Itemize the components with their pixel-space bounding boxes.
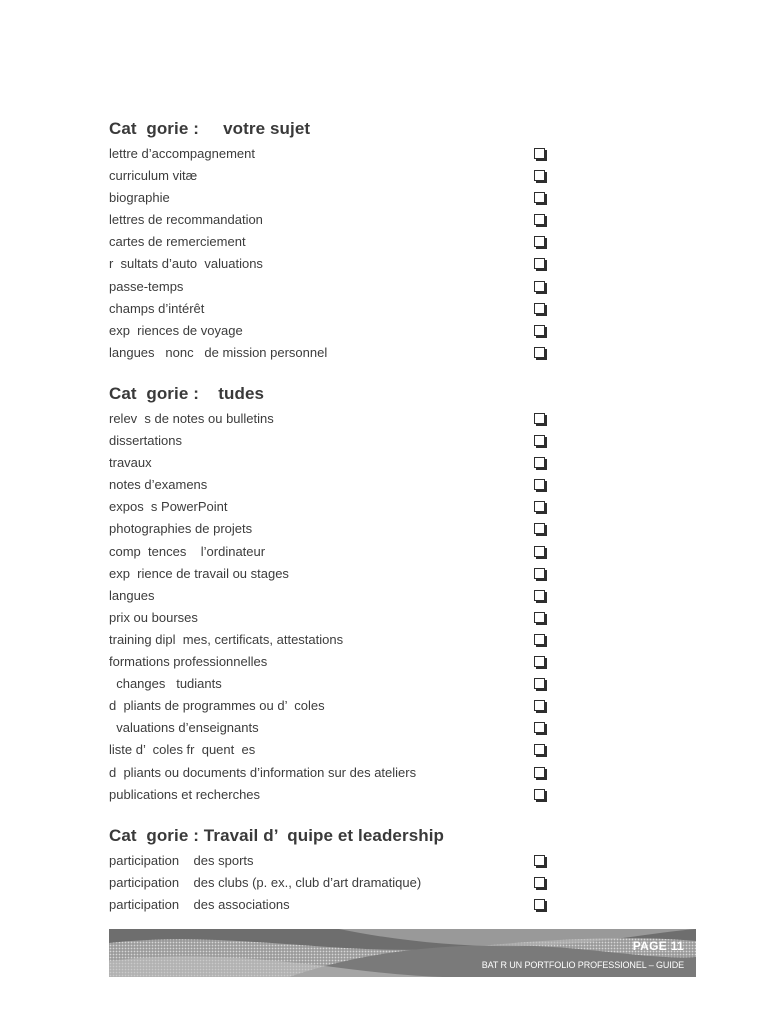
checklist-item (109, 231, 549, 253)
checkbox[interactable] (534, 281, 545, 292)
checkbox[interactable] (534, 413, 545, 424)
checklist-item-label: exp rience de travail ou stages (109, 565, 289, 581)
checklist-item-label: comp tences l’ordinateur (109, 543, 266, 559)
checklist-item-label: participation des associations (109, 897, 290, 913)
checklist-section (109, 822, 549, 916)
checklist-item-label: prix ou bourses (109, 609, 198, 625)
checklist-item-label: r sultats d’auto valuations (109, 256, 263, 272)
checklist-item (109, 651, 549, 673)
checklist-item (109, 894, 549, 916)
footer-title: BAT R UN PORTFOLIO PROFESSIONEL – GUIDE (481, 960, 684, 970)
checkbox[interactable] (534, 722, 545, 733)
checklist-item-label: expos s PowerPoint (109, 499, 228, 515)
checkbox[interactable] (534, 634, 545, 645)
checklist-item (109, 209, 549, 231)
section-title: Cat gorie : tudes (109, 384, 265, 403)
checklist-item (109, 165, 549, 187)
checklist-item-label: champs d’intérêt (109, 300, 205, 316)
checklist-item-label: valuations d’enseignants (109, 720, 259, 736)
checklist-item-label: liste d’ coles fr quent es (109, 742, 256, 758)
checkbox[interactable] (534, 258, 545, 269)
checklist-section (109, 380, 549, 806)
checklist-item (109, 430, 549, 452)
checkbox[interactable] (534, 700, 545, 711)
checkbox[interactable] (534, 656, 545, 667)
checklist-item-label: formations professionnelles (109, 654, 268, 670)
checkbox[interactable] (534, 325, 545, 336)
checkbox[interactable] (534, 347, 545, 358)
checklist-item (109, 739, 549, 761)
checklist-item-label: travaux (109, 455, 152, 471)
section-title: Cat gorie : votre sujet (109, 119, 311, 138)
checkbox[interactable] (534, 523, 545, 534)
checklist-item-label: langues (109, 587, 155, 603)
checkbox[interactable] (534, 501, 545, 512)
checklist-item-label: exp riences de voyage (109, 322, 243, 338)
checklist-item (109, 276, 549, 298)
checklist-item (109, 695, 549, 717)
checkbox[interactable] (534, 435, 545, 446)
section-title: Cat gorie : Travail d’ quipe et leadership (109, 826, 445, 845)
checklist-item (109, 320, 549, 342)
checklist-section (109, 115, 549, 364)
checklist-item-label: notes d’examens (109, 477, 208, 493)
checkbox[interactable] (534, 170, 545, 181)
checklist-item (109, 143, 549, 165)
checkbox[interactable] (534, 568, 545, 579)
checklist-item-label: lettres de recommandation (109, 212, 263, 228)
checklist-item (109, 784, 549, 806)
checklist-item (109, 408, 549, 430)
checklist-item (109, 342, 549, 364)
checklist-item (109, 298, 549, 320)
checklist-item-label: dissertations (109, 433, 182, 449)
page-footer-banner (109, 929, 696, 977)
checklist-item-label: training dipl mes, certificats, attestations (109, 631, 344, 647)
checklist-item-label: changes tudiants (109, 676, 222, 692)
checkbox[interactable] (534, 877, 545, 888)
checkbox[interactable] (534, 214, 545, 225)
checkbox[interactable] (534, 192, 545, 203)
checklist-item (109, 607, 549, 629)
checklist-item-label: langues nonc de mission personnel (109, 344, 328, 360)
checklist-item-label: passe-temps (109, 278, 184, 294)
checkbox[interactable] (534, 303, 545, 314)
checkbox[interactable] (534, 767, 545, 778)
checklist-item-label: participation des clubs (p. ex., club d’art dramatique) (109, 875, 422, 891)
checklist-item-label: relev s de notes ou bulletins (109, 411, 274, 426)
checklist-item (109, 474, 549, 496)
checklist-item-label: photographies de projets (109, 521, 253, 537)
checklist-item (109, 518, 549, 540)
checklist-item (109, 872, 549, 894)
checklist-item (109, 496, 549, 518)
checklist-item (109, 673, 549, 695)
checkbox[interactable] (534, 789, 545, 800)
checkbox[interactable] (534, 678, 545, 689)
checklist-item (109, 452, 549, 474)
checklist-item (109, 253, 549, 275)
page-number: PAGE 11 (632, 939, 684, 953)
checkbox[interactable] (534, 590, 545, 601)
checkbox[interactable] (534, 236, 545, 247)
checklist-item (109, 762, 549, 784)
checklist-item-label: d pliants de programmes ou d’ coles (109, 698, 325, 714)
checkbox[interactable] (534, 855, 545, 866)
checklist-item (109, 563, 549, 585)
checkbox[interactable] (534, 899, 545, 910)
checklist-item-label: curriculum vitæ (109, 168, 198, 184)
checklist-item (109, 187, 549, 209)
checkbox[interactable] (534, 479, 545, 490)
checkbox[interactable] (534, 148, 545, 159)
checkbox[interactable] (534, 744, 545, 755)
checklist-item (109, 629, 549, 651)
checklist-item-label: cartes de remerciement (109, 234, 246, 250)
checklist-item (109, 585, 549, 607)
checkbox[interactable] (534, 612, 545, 623)
checklist-item (109, 717, 549, 739)
checklist-item-label: lettre d’accompagnement (109, 146, 255, 161)
checklist-item-label: publications et recherches (109, 786, 261, 802)
checkbox[interactable] (534, 457, 545, 468)
checklist-item (109, 541, 549, 563)
checklist-item-label: biographie (109, 190, 170, 206)
checklist-item-label: participation des sports (109, 853, 254, 868)
checklist-item-label: d pliants ou documents d’information sur des ateliers (109, 764, 417, 780)
checklist-item (109, 850, 549, 872)
checkbox[interactable] (534, 546, 545, 557)
